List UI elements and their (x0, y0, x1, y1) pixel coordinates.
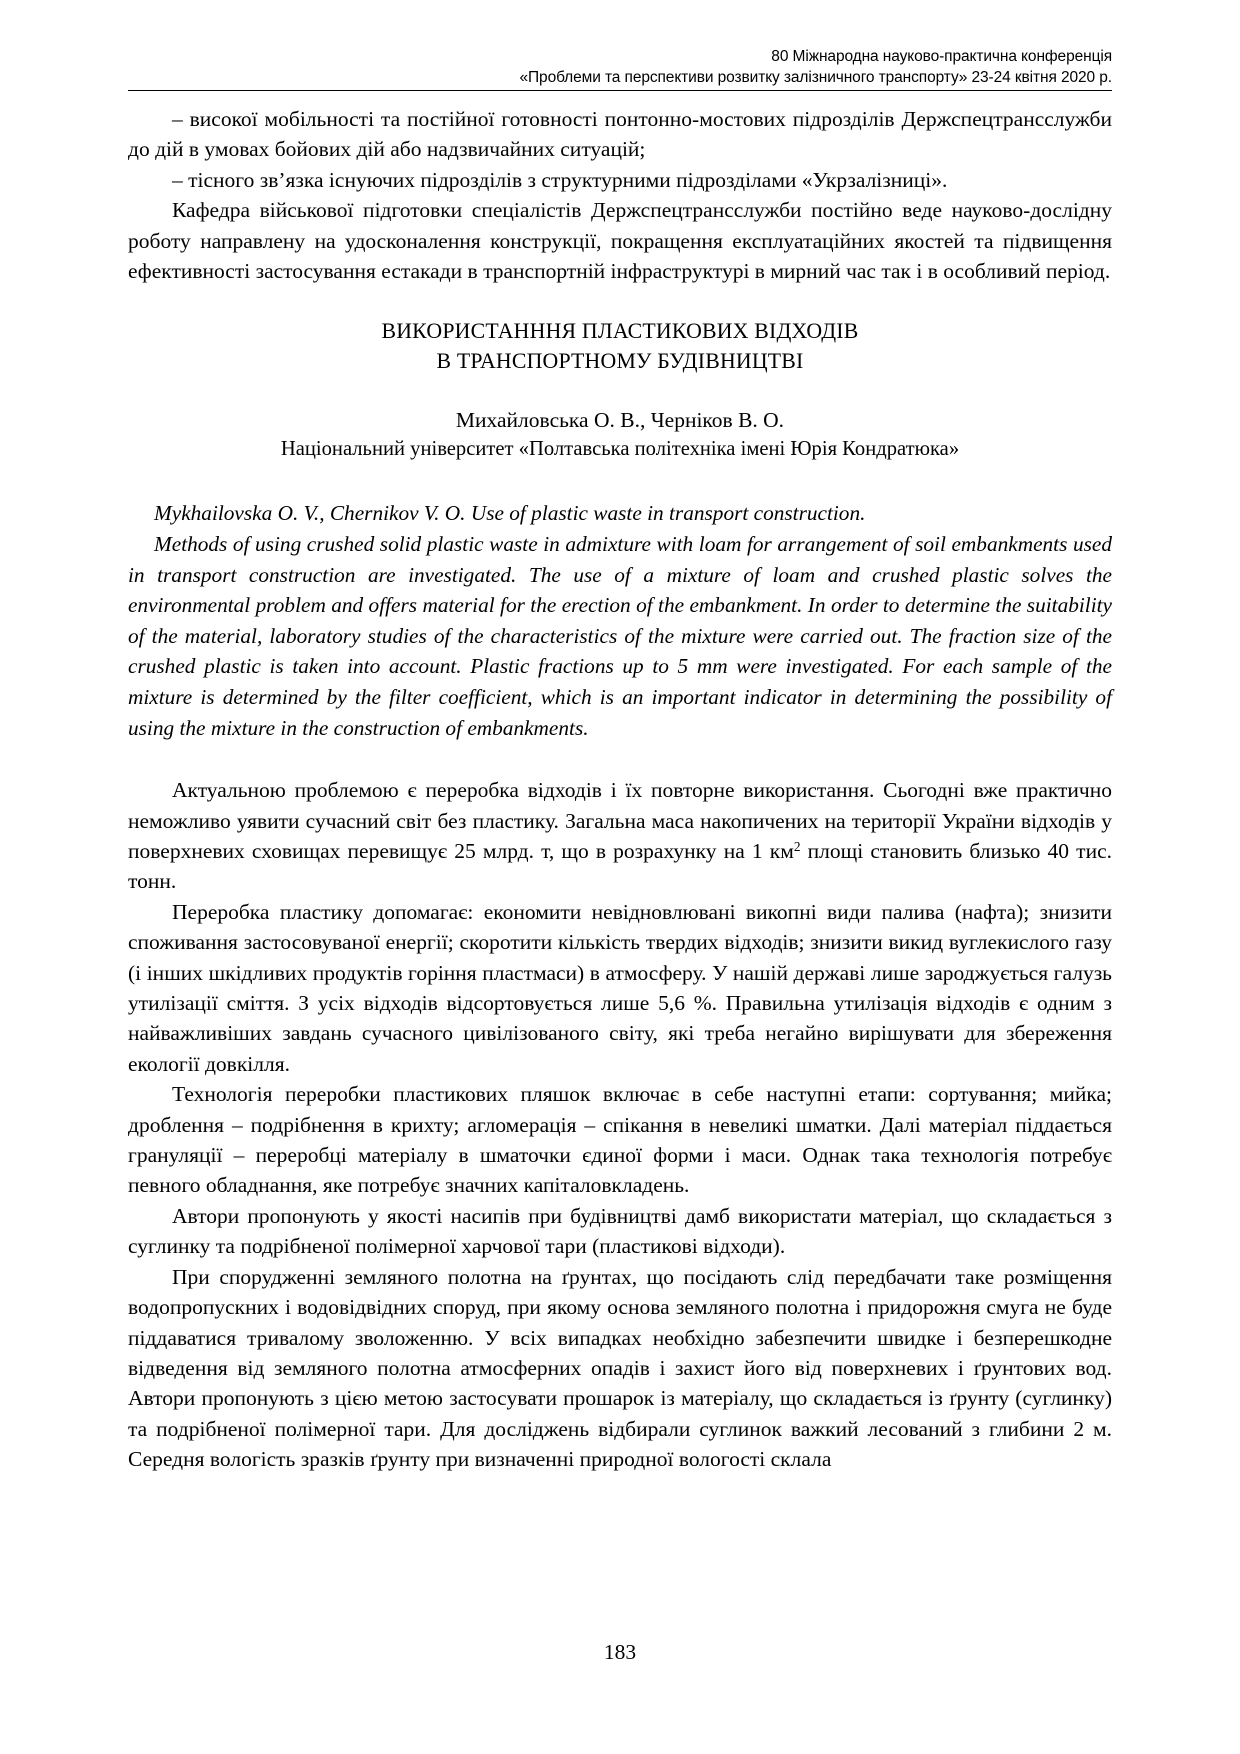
bullet-item-1: – високої мобільності та постійної готовності понтонно-мостових підрозділів Держспецтрансслужби до дій в умовах бойових дій або надзвичайних ситуацій; (128, 107, 1112, 162)
body-paragraph-3: Технологія переробки пластикових пляшок включає в себе наступні етапи: сортування; мийка; дроблення – подрібнення в крихту; агломерація – спікання в невеликі шматки. Далі матеріал піддається грануляції – переробці матеріалу в шматочки єдиної форми і маси. Однак така технологія потребує певного обладнання, яке потребує значних капіталовкладень. (128, 1082, 1112, 1198)
abstract-heading: Mykhailovska O. V., Chernikov V. O. Use of plastic waste in transport construction. (154, 501, 866, 526)
body-paragraph-4: Автори пропонують у якості насипів при будівництві дамб використати матеріал, що складається з суглинку та подрібненої полімерної харчової тари (пластикові відходи). (128, 1203, 1112, 1259)
abstract-body: Methods of using crushed solid plastic waste in admixture with loam for arrangement of soil embankments used in transport construction are investigated. The use of a mixture of loam and crushed plastic solves the environmental problem and offers material for the erection of the embankment. In order to determine the suitability of the material, laboratory studies of the characteristics of the mixture were carried out. The fraction size of the crushed plastic is taken into account. Plastic fractions up to 5 mm were investigated. For each sample of the mixture is determined by the filter coefficient, which is an important indicator in determining the possibility of using the mixture in the construction of embankments. (128, 532, 1112, 740)
page-number: 183 (603, 1640, 637, 1664)
running-head (128, 46, 1112, 88)
article-title-line-1: ВИКОРИСТАНННЯ ПЛАСТИКОВИХ ВІДХОДІВ (381, 319, 859, 344)
body-paragraph-5: При спорудженні земляного полотна на ґрунтах, що посідають слід передбачати таке розміщення водопропускних і водовідвідних споруд, при якому основа земляного полотна і придорожня смуга не буде піддаватися тривалому зволоженню. У всіх випадках необхідно забезпечити швидке і безперешкодне відведення від земляного полотна атмосферних опадів і захист його від поверхневих і ґрунтових вод. Автори пропонують з цією метою застосувати прошарок із матеріалу, що складається із ґрунту (суглинку) та подрібненої полімерної тари. Для досліджень відбирали суглинок важкий лесований з глибини 2 м. Середня вологість зразків ґрунту при визначенні природної вологості склала (128, 1264, 1112, 1472)
page-content (128, 104, 1112, 1475)
square-superscript: 2 (793, 839, 801, 855)
body-text (128, 775, 1112, 1474)
body-paragraph-1-part-a: Актуальною проблемою є переробка відходів і їх повторне використання. Сьогодні вже практично неможливо уявити сучасний світ без пластику. Загальна маса накопичених на території України відходів у поверхневих сховищах перевищує 25 млрд. т, що в розрахунку на 1 км (128, 778, 1112, 863)
intro-paragraph: Кафедра військової підготовки спеціалістів Держспецтрансслужби постійно веде науково-дослідну роботу направлену на удосконалення конструкції, покращення експлуатаційних якостей та підвищення ефективності застосування естакади в транспортній інфраструктурі в мирний час так і в особливий період. (128, 198, 1112, 284)
author-list: Михайловська О. В., Черніков В. О. (455, 408, 785, 433)
running-head-line-2: «Проблеми та перспективи розвитку залізничного транспорту» 23-24 квітня 2020 р. (519, 69, 1112, 86)
body-paragraph-1 (128, 775, 1112, 897)
body-paragraph-2: Переробка пластику допомагає: економити невідновлювані викопні види палива (нафта); знизити споживання застосовуваної енергії; скоротити кількість твердих відходів; знизити викид вуглекислого газу (і інших шкідливих продуктів горіння пластмаси) в атмосферу. У нашій державі лише зароджується галузь утилізації сміття. З усіх відходів відсортовується лише 5,6 %. Правильна утилізація відходів є одним з найважливіших завдань сучасного цивілізованого світу, які треба негайно вирішувати для збереження екології довкілля. (128, 899, 1112, 1076)
header-divider-rule (128, 90, 1112, 91)
article-title-line-2: В ТРАНСПОРТНОМУ БУДІВНИЦТВІ (436, 349, 804, 374)
affiliation: Національний університет «Полтавська політехніка імені Юрія Кондратюка» (280, 438, 960, 461)
running-head-line-1: 80 Міжнародна науково-практична конференція (771, 48, 1112, 65)
body-paragraph-1-part-b: площі становить близько 40 тис. тонн. (128, 839, 1112, 894)
bullet-item-2: – тісного зв’язка існуючих підрозділів з структурними підрозділами «Укрзалізниці». (172, 167, 948, 192)
article-title (128, 316, 1112, 376)
english-abstract (128, 498, 1112, 743)
